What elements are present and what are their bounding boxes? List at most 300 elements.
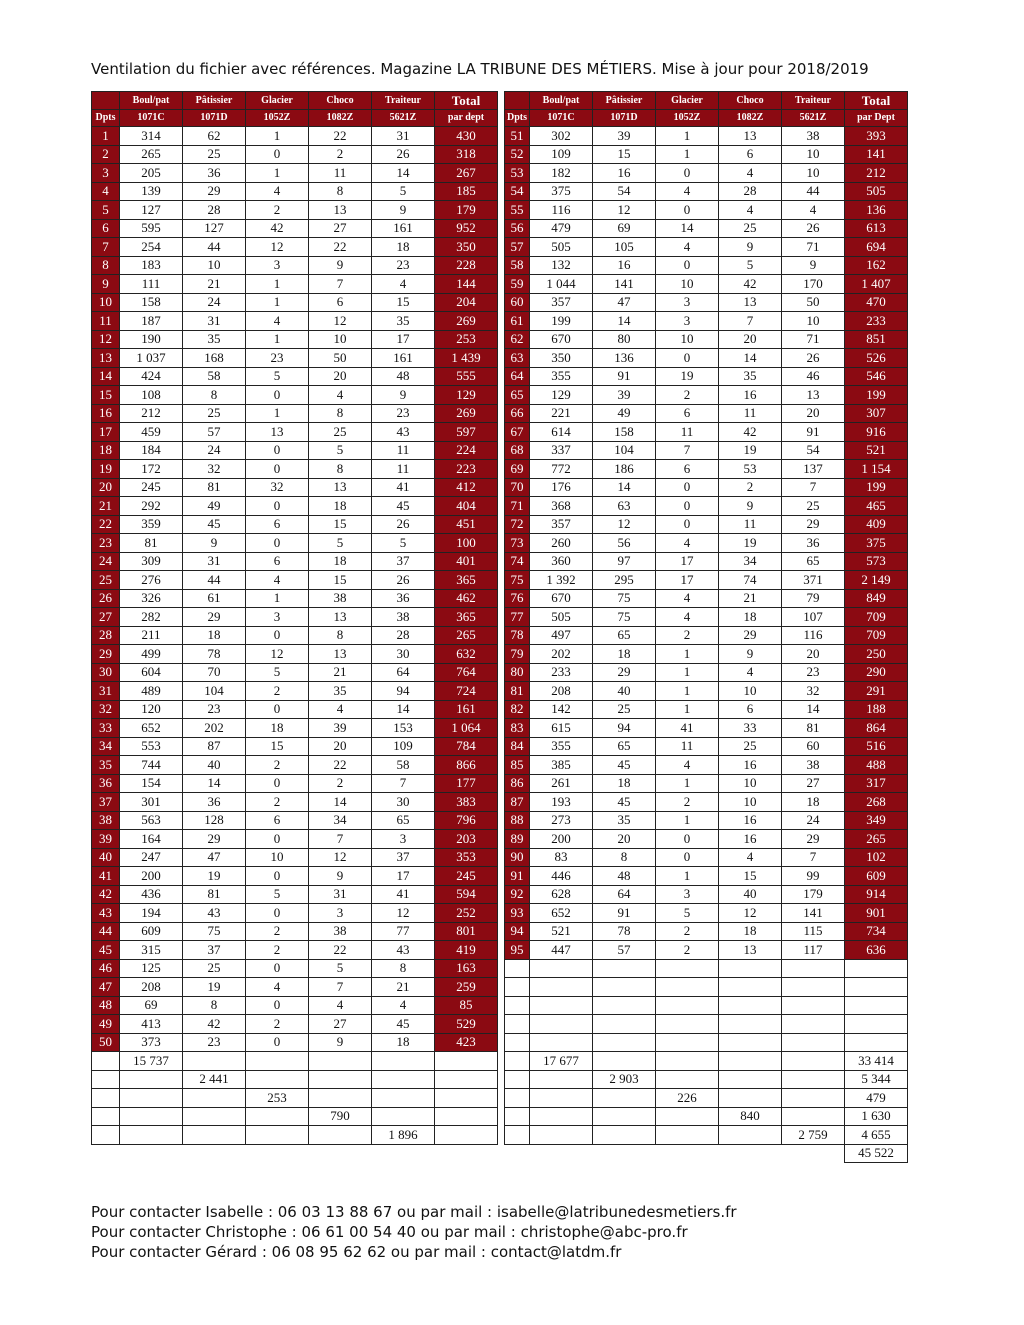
table-row xyxy=(92,312,908,331)
choco-value: 2 xyxy=(309,145,372,164)
patissier-value: 10 xyxy=(183,256,246,275)
column-gap xyxy=(498,645,505,664)
glacier-value: 4 xyxy=(656,182,719,201)
dept-total: 784 xyxy=(435,737,498,756)
column-gap xyxy=(498,811,505,830)
glacier-value: 13 xyxy=(246,423,309,442)
boul-pat-value: 221 xyxy=(530,404,593,423)
glacier-value: 2 xyxy=(246,922,309,941)
empty-cell xyxy=(372,1107,435,1126)
empty-cell xyxy=(530,1070,593,1089)
patissier-value: 97 xyxy=(593,552,656,571)
traiteur-value: 170 xyxy=(782,275,845,294)
patissier-value: 15 xyxy=(593,145,656,164)
traiteur-value: 94 xyxy=(372,682,435,701)
patissier-value: 54 xyxy=(593,182,656,201)
dept-total: 307 xyxy=(845,404,908,423)
contacts-block xyxy=(91,1202,737,1262)
dept-number: 55 xyxy=(505,201,530,220)
choco-value: 15 xyxy=(719,867,782,886)
column-gap xyxy=(498,515,505,534)
empty-cell xyxy=(435,1126,498,1145)
dept-number: 41 xyxy=(92,867,120,886)
choco-value: 9 xyxy=(719,497,782,516)
empty-cell xyxy=(719,1089,782,1108)
dept-total: 734 xyxy=(845,922,908,941)
choco-value: 15 xyxy=(309,515,372,534)
patissier-value: 35 xyxy=(183,330,246,349)
patissier-value: 65 xyxy=(593,737,656,756)
choco-value: 10 xyxy=(719,774,782,793)
choco-value: 4 xyxy=(719,164,782,183)
column-gap xyxy=(498,127,505,146)
dept-number: 1 xyxy=(92,127,120,146)
choco-value: 13 xyxy=(309,478,372,497)
choco-value: 5 xyxy=(309,441,372,460)
glacier-value: 0 xyxy=(656,256,719,275)
departments-table xyxy=(91,91,908,1163)
empty-cell xyxy=(120,1144,183,1163)
table-row xyxy=(92,275,908,294)
dept-number: 24 xyxy=(92,552,120,571)
empty-cell xyxy=(309,1052,372,1071)
boul-pat-value: 164 xyxy=(120,830,183,849)
glacier-value: 1 xyxy=(246,275,309,294)
empty-cell xyxy=(183,1089,246,1108)
header-par-dept: par dept xyxy=(435,110,498,127)
empty-cell xyxy=(782,1070,845,1089)
boul-pat-value: 315 xyxy=(120,941,183,960)
dept-number: 33 xyxy=(92,719,120,738)
table-row xyxy=(92,959,908,978)
traiteur-value: 81 xyxy=(782,719,845,738)
choco-value: 18 xyxy=(309,497,372,516)
boul-pat-value: 282 xyxy=(120,608,183,627)
traiteur-value: 3 xyxy=(372,830,435,849)
column-gap xyxy=(498,386,505,405)
choco-value: 7 xyxy=(309,275,372,294)
empty-cell xyxy=(593,996,656,1015)
glacier-value: 5 xyxy=(246,367,309,386)
header-row-categories xyxy=(92,92,908,110)
choco-value: 34 xyxy=(309,811,372,830)
patissier-value: 64 xyxy=(593,885,656,904)
patissier-value: 91 xyxy=(593,367,656,386)
table-row xyxy=(92,996,908,1015)
boul-pat-value: 109 xyxy=(530,145,593,164)
dept-total: 212 xyxy=(845,164,908,183)
boul-pat-value: 199 xyxy=(530,312,593,331)
glacier-value: 18 xyxy=(246,719,309,738)
patissier-value: 136 xyxy=(593,349,656,368)
dept-number: 14 xyxy=(92,367,120,386)
patissier-value: 45 xyxy=(593,756,656,775)
dept-total: 423 xyxy=(435,1033,498,1052)
patissier-value: 24 xyxy=(183,293,246,312)
page-title: Ventilation du fichier avec références. Magazine LA TRIBUNE DES MÉTIERS. Mise à jour pour 2018/2019 xyxy=(91,60,869,78)
column-gap xyxy=(498,1089,505,1108)
dept-number: 48 xyxy=(92,996,120,1015)
boul-pat-value: 744 xyxy=(120,756,183,775)
column-gap xyxy=(498,478,505,497)
dept-total: 141 xyxy=(845,145,908,164)
choco-value: 4 xyxy=(309,996,372,1015)
boul-pat-value: 83 xyxy=(530,848,593,867)
traiteur-value: 36 xyxy=(782,534,845,553)
choco-value: 8 xyxy=(309,404,372,423)
boul-pat-value: 413 xyxy=(120,1015,183,1034)
dept-number: 34 xyxy=(92,737,120,756)
dept-total: 916 xyxy=(845,423,908,442)
dept-number: 80 xyxy=(505,663,530,682)
header-code: 1071D xyxy=(183,110,246,127)
choco-value: 11 xyxy=(719,404,782,423)
traiteur-value: 91 xyxy=(782,423,845,442)
table-row xyxy=(92,293,908,312)
patissier-value: 57 xyxy=(183,423,246,442)
table-row xyxy=(92,534,908,553)
traiteur-value: 12 xyxy=(372,904,435,923)
boul-pat-value: 142 xyxy=(530,700,593,719)
boul-pat-value: 628 xyxy=(530,885,593,904)
column-gap xyxy=(498,885,505,904)
dept-total: 1 439 xyxy=(435,349,498,368)
glacier-value: 11 xyxy=(656,423,719,442)
column-gap xyxy=(498,1015,505,1034)
boul-pat-value: 200 xyxy=(530,830,593,849)
choco-value: 10 xyxy=(719,682,782,701)
patissier-value: 8 xyxy=(593,848,656,867)
choco-value: 13 xyxy=(309,645,372,664)
dept-total: 204 xyxy=(435,293,498,312)
boul-pat-value: 200 xyxy=(120,867,183,886)
choco-value: 39 xyxy=(309,719,372,738)
patissier-value: 16 xyxy=(593,256,656,275)
column-gap xyxy=(498,793,505,812)
dept-total: 952 xyxy=(435,219,498,238)
boul-pat-value: 208 xyxy=(530,682,593,701)
boul-pat-value: 172 xyxy=(120,460,183,479)
choco-value: 10 xyxy=(309,330,372,349)
dept-total: 269 xyxy=(435,404,498,423)
traiteur-value: 116 xyxy=(782,626,845,645)
empty-cell xyxy=(309,1089,372,1108)
glacier-value: 19 xyxy=(656,367,719,386)
glacier-value: 0 xyxy=(246,534,309,553)
column-gap xyxy=(498,682,505,701)
patissier-value: 29 xyxy=(183,182,246,201)
empty-cell xyxy=(505,959,530,978)
dept-number: 36 xyxy=(92,774,120,793)
table-row xyxy=(92,774,908,793)
glacier-value: 4 xyxy=(656,756,719,775)
traiteur-value: 26 xyxy=(782,219,845,238)
dept-number: 70 xyxy=(505,478,530,497)
dept-number: 83 xyxy=(505,719,530,738)
dept-total: 265 xyxy=(845,830,908,849)
dept-number: 38 xyxy=(92,811,120,830)
boul-pat-value: 436 xyxy=(120,885,183,904)
dept-total: 253 xyxy=(435,330,498,349)
patissier-value: 12 xyxy=(593,515,656,534)
empty-cell xyxy=(505,1107,530,1126)
patissier-value: 65 xyxy=(593,626,656,645)
glacier-value: 2 xyxy=(246,682,309,701)
choco-value: 28 xyxy=(719,182,782,201)
column-gap xyxy=(498,959,505,978)
patissier-value: 25 xyxy=(593,700,656,719)
dept-number: 95 xyxy=(505,941,530,960)
traiteur-value: 25 xyxy=(782,497,845,516)
dept-number: 56 xyxy=(505,219,530,238)
glacier-value: 4 xyxy=(656,238,719,257)
traiteur-value: 71 xyxy=(782,238,845,257)
dept-number: 9 xyxy=(92,275,120,294)
glacier-value: 1 xyxy=(246,293,309,312)
glacier-value: 14 xyxy=(656,219,719,238)
header-traiteur: Traiteur xyxy=(782,92,845,110)
glacier-value: 0 xyxy=(246,441,309,460)
boul-pat-value: 276 xyxy=(120,571,183,590)
table-row xyxy=(92,811,908,830)
traiteur-value: 30 xyxy=(372,793,435,812)
empty-cell xyxy=(656,1015,719,1034)
dept-number: 42 xyxy=(92,885,120,904)
patissier-value: 57 xyxy=(593,941,656,960)
boul-pat-value: 182 xyxy=(530,164,593,183)
dept-total: 764 xyxy=(435,663,498,682)
empty-cell xyxy=(530,1015,593,1034)
dept-total: 233 xyxy=(845,312,908,331)
glacier-value: 4 xyxy=(246,182,309,201)
patissier-value: 37 xyxy=(183,941,246,960)
glacier-value: 2 xyxy=(246,941,309,960)
glacier-value: 3 xyxy=(246,256,309,275)
dept-number: 20 xyxy=(92,478,120,497)
column-gap xyxy=(498,1033,505,1052)
patissier-value: 48 xyxy=(593,867,656,886)
empty-cell xyxy=(505,1126,530,1145)
traiteur-value: 15 xyxy=(372,293,435,312)
boul-pat-value: 205 xyxy=(120,164,183,183)
header-dpts: Dpts xyxy=(92,110,120,127)
dept-total: 555 xyxy=(435,367,498,386)
dept-total: 349 xyxy=(845,811,908,830)
column-gap xyxy=(498,1126,505,1145)
boul-pat-value: 176 xyxy=(530,478,593,497)
choco-value: 21 xyxy=(719,589,782,608)
traiteur-value: 28 xyxy=(372,626,435,645)
choco-value: 5 xyxy=(309,534,372,553)
empty-cell xyxy=(719,978,782,997)
empty-cell xyxy=(593,978,656,997)
dept-total: 291 xyxy=(845,682,908,701)
choco-value: 6 xyxy=(309,293,372,312)
patissier-value: 35 xyxy=(593,811,656,830)
summary-row-glacier xyxy=(92,1089,908,1108)
choco-value: 13 xyxy=(719,127,782,146)
dept-number: 5 xyxy=(92,201,120,220)
boul-pat-value: 193 xyxy=(530,793,593,812)
column-gap xyxy=(498,996,505,1015)
header-boul-pat: Boul/pat xyxy=(120,92,183,110)
patissier-value: 8 xyxy=(183,996,246,1015)
traiteur-value: 27 xyxy=(782,774,845,793)
patissier-value: 25 xyxy=(183,404,246,423)
boul-pat-value: 184 xyxy=(120,441,183,460)
subtotal-left: 2 441 xyxy=(183,1070,246,1089)
traiteur-value: 65 xyxy=(372,811,435,830)
empty-cell xyxy=(183,1144,246,1163)
dept-number: 40 xyxy=(92,848,120,867)
empty-cell xyxy=(120,1070,183,1089)
patissier-value: 20 xyxy=(593,830,656,849)
empty-cell xyxy=(246,1070,309,1089)
dept-number: 77 xyxy=(505,608,530,627)
column-gap xyxy=(498,571,505,590)
boul-pat-value: 375 xyxy=(530,182,593,201)
patissier-value: 81 xyxy=(183,478,246,497)
dept-number: 67 xyxy=(505,423,530,442)
choco-value: 6 xyxy=(719,145,782,164)
dept-total: 259 xyxy=(435,978,498,997)
column-gap xyxy=(498,349,505,368)
choco-value: 27 xyxy=(309,1015,372,1034)
traiteur-value: 35 xyxy=(372,312,435,331)
glacier-value: 6 xyxy=(656,460,719,479)
patissier-value: 42 xyxy=(183,1015,246,1034)
dept-number: 76 xyxy=(505,589,530,608)
empty-cell xyxy=(593,1089,656,1108)
glacier-value: 0 xyxy=(656,349,719,368)
boul-pat-value: 359 xyxy=(120,515,183,534)
traiteur-value: 179 xyxy=(782,885,845,904)
dept-total: 245 xyxy=(435,867,498,886)
patissier-value: 49 xyxy=(593,404,656,423)
subtotal-right: 17 677 xyxy=(530,1052,593,1071)
dept-total: 161 xyxy=(435,700,498,719)
traiteur-value: 26 xyxy=(372,145,435,164)
patissier-value: 19 xyxy=(183,867,246,886)
dept-number: 79 xyxy=(505,645,530,664)
traiteur-value: 4 xyxy=(372,996,435,1015)
traiteur-value: 4 xyxy=(782,201,845,220)
choco-value: 53 xyxy=(719,460,782,479)
boul-pat-value: 652 xyxy=(120,719,183,738)
glacier-value: 5 xyxy=(246,885,309,904)
choco-value: 21 xyxy=(309,663,372,682)
table-row xyxy=(92,608,908,627)
empty-cell xyxy=(656,978,719,997)
glacier-value: 0 xyxy=(656,201,719,220)
choco-value: 31 xyxy=(309,885,372,904)
dept-number: 93 xyxy=(505,904,530,923)
dept-number: 16 xyxy=(92,404,120,423)
dept-total: 632 xyxy=(435,645,498,664)
boul-pat-value: 194 xyxy=(120,904,183,923)
header-code: 1071C xyxy=(530,110,593,127)
table-row xyxy=(92,256,908,275)
boul-pat-value: 154 xyxy=(120,774,183,793)
patissier-value: 78 xyxy=(183,645,246,664)
dept-total: 901 xyxy=(845,904,908,923)
dept-total: 318 xyxy=(435,145,498,164)
choco-value: 8 xyxy=(309,626,372,645)
traiteur-value: 45 xyxy=(372,497,435,516)
glacier-value: 0 xyxy=(656,164,719,183)
boul-pat-value: 499 xyxy=(120,645,183,664)
patissier-value: 36 xyxy=(183,164,246,183)
dept-total: 573 xyxy=(845,552,908,571)
choco-value: 27 xyxy=(309,219,372,238)
dept-number: 11 xyxy=(92,312,120,331)
choco-value: 50 xyxy=(309,349,372,368)
dept-number: 86 xyxy=(505,774,530,793)
dept-number: 2 xyxy=(92,145,120,164)
choco-value: 20 xyxy=(719,330,782,349)
column-gap xyxy=(498,830,505,849)
patissier-value: 186 xyxy=(593,460,656,479)
glacier-value: 12 xyxy=(246,645,309,664)
traiteur-value: 65 xyxy=(782,552,845,571)
subtotal-left: 253 xyxy=(246,1089,309,1108)
patissier-value: 75 xyxy=(593,589,656,608)
dept-number: 8 xyxy=(92,256,120,275)
patissier-value: 81 xyxy=(183,885,246,904)
glacier-value: 4 xyxy=(656,534,719,553)
glacier-value: 1 xyxy=(656,811,719,830)
empty-cell xyxy=(309,1126,372,1145)
dept-total: 709 xyxy=(845,626,908,645)
empty-cell xyxy=(593,1144,656,1163)
column-gap xyxy=(498,312,505,331)
header-par-dept: par Dept xyxy=(845,110,908,127)
column-gap xyxy=(498,719,505,738)
empty-cell xyxy=(782,996,845,1015)
header-patissier: Pâtissier xyxy=(593,92,656,110)
glacier-value: 4 xyxy=(246,978,309,997)
category-total: 5 344 xyxy=(845,1070,908,1089)
dept-total: 404 xyxy=(435,497,498,516)
traiteur-value: 5 xyxy=(372,534,435,553)
traiteur-value: 17 xyxy=(372,867,435,886)
boul-pat-value: 360 xyxy=(530,552,593,571)
choco-value: 5 xyxy=(719,256,782,275)
choco-value: 13 xyxy=(309,201,372,220)
dept-number: 88 xyxy=(505,811,530,830)
traiteur-value: 29 xyxy=(782,515,845,534)
dept-number: 10 xyxy=(92,293,120,312)
column-gap xyxy=(498,1107,505,1126)
column-gap xyxy=(498,756,505,775)
table-row xyxy=(92,330,908,349)
patissier-value: 141 xyxy=(593,275,656,294)
table-row xyxy=(92,145,908,164)
glacier-value: 0 xyxy=(246,904,309,923)
empty-cell xyxy=(845,978,908,997)
table-row xyxy=(92,904,908,923)
dept-number: 68 xyxy=(505,441,530,460)
boul-pat-value: 373 xyxy=(120,1033,183,1052)
traiteur-value: 38 xyxy=(782,127,845,146)
traiteur-value: 161 xyxy=(372,219,435,238)
table-row xyxy=(92,127,908,146)
dept-total: 393 xyxy=(845,127,908,146)
choco-value: 25 xyxy=(719,737,782,756)
empty-cell xyxy=(656,1107,719,1126)
header-total: Total xyxy=(435,92,498,110)
dept-total: 228 xyxy=(435,256,498,275)
